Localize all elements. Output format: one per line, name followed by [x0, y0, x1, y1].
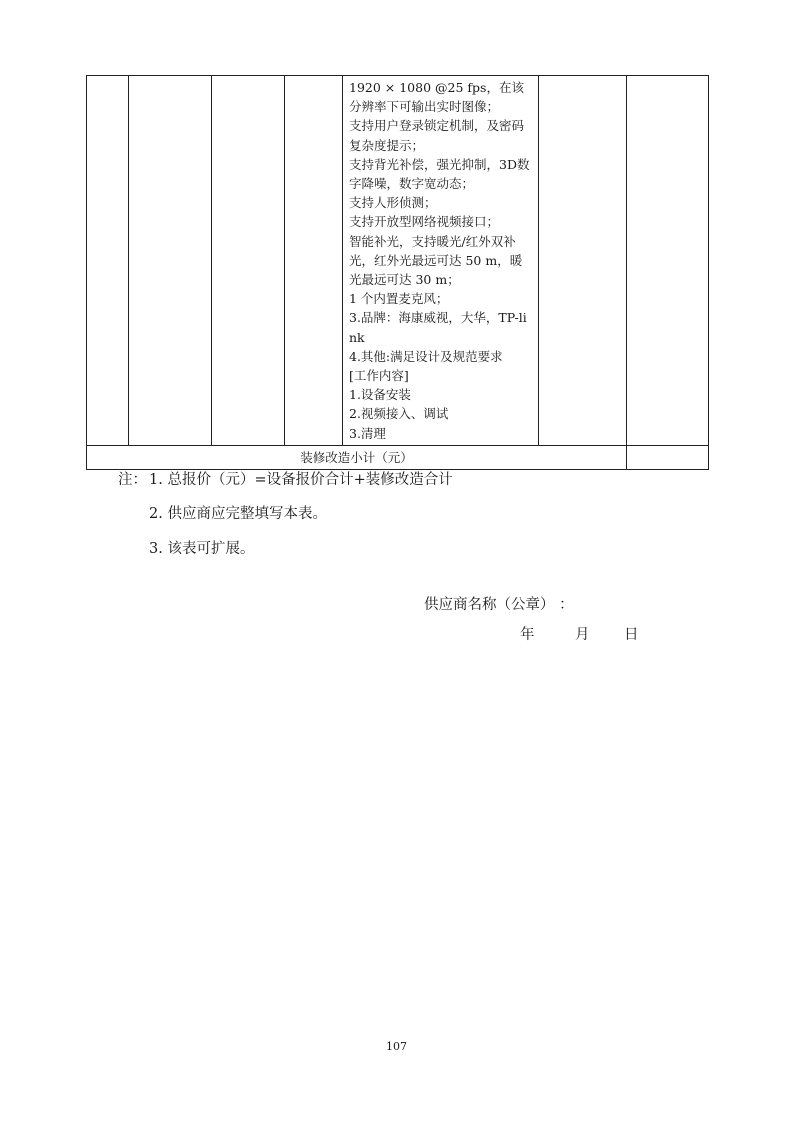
- spec-line: 2.视频接入、调试: [349, 406, 449, 422]
- cell-spec: [343, 76, 539, 446]
- date-month: 月: [575, 627, 590, 643]
- note-item: 1. 总报价（元）=设备报价合计+装修改造合计: [149, 472, 453, 488]
- supplier-name-label: 供应商名称（公章） ：: [424, 597, 574, 613]
- cell-index: [87, 76, 129, 446]
- subtotal-row: [87, 445, 709, 469]
- cell-price: [627, 76, 709, 446]
- notes-prefix: 注：: [118, 472, 147, 488]
- cell-name: [129, 76, 212, 446]
- spec-text: [343, 76, 538, 445]
- quotation-table: [86, 75, 709, 470]
- note-item: 2. 供应商应完整填写本表。: [149, 506, 327, 522]
- cell-model: [212, 76, 285, 446]
- spec-line: 支持人形侦测；: [349, 195, 437, 211]
- note-item: 3. 该表可扩展。: [149, 541, 255, 557]
- spec-line: 1 个内置麦克风；: [349, 291, 449, 307]
- spec-line: 支持背光补偿，强光抑制，3D数字降噪，数字宽动态；: [349, 156, 530, 192]
- table-row: [87, 76, 709, 446]
- spec-line: 4.其他:满足设计及规范要求: [349, 348, 503, 364]
- date-year: 年: [520, 627, 535, 643]
- cell-quantity: [539, 76, 627, 446]
- subtotal-label: 装修改造小计（元）: [87, 445, 627, 469]
- spec-line: [工作内容]: [349, 368, 409, 384]
- spec-line: 支持用户登录锁定机制，及密码复杂度提示；: [349, 118, 525, 153]
- page-number: 107: [386, 1040, 407, 1053]
- spec-line: 3.品牌：海康威视，大华，TP-link: [349, 310, 527, 345]
- spec-line: 1920 × 1080 @25 fps，在该分辨率下可输出实时图像；: [349, 80, 524, 115]
- spec-line: 1.设备安装: [349, 387, 411, 403]
- spec-line: 支持开放型网络视频接口；: [349, 214, 500, 230]
- spec-line: 智能补光，支持暖光/红外双补光，红外光最远可达 50 m，暖光最远可达 30 m；: [349, 233, 523, 288]
- cell-unit: [285, 76, 343, 446]
- date-day: 日: [624, 627, 639, 643]
- spec-line: 3.清理: [349, 425, 386, 441]
- subtotal-value: [627, 445, 709, 469]
